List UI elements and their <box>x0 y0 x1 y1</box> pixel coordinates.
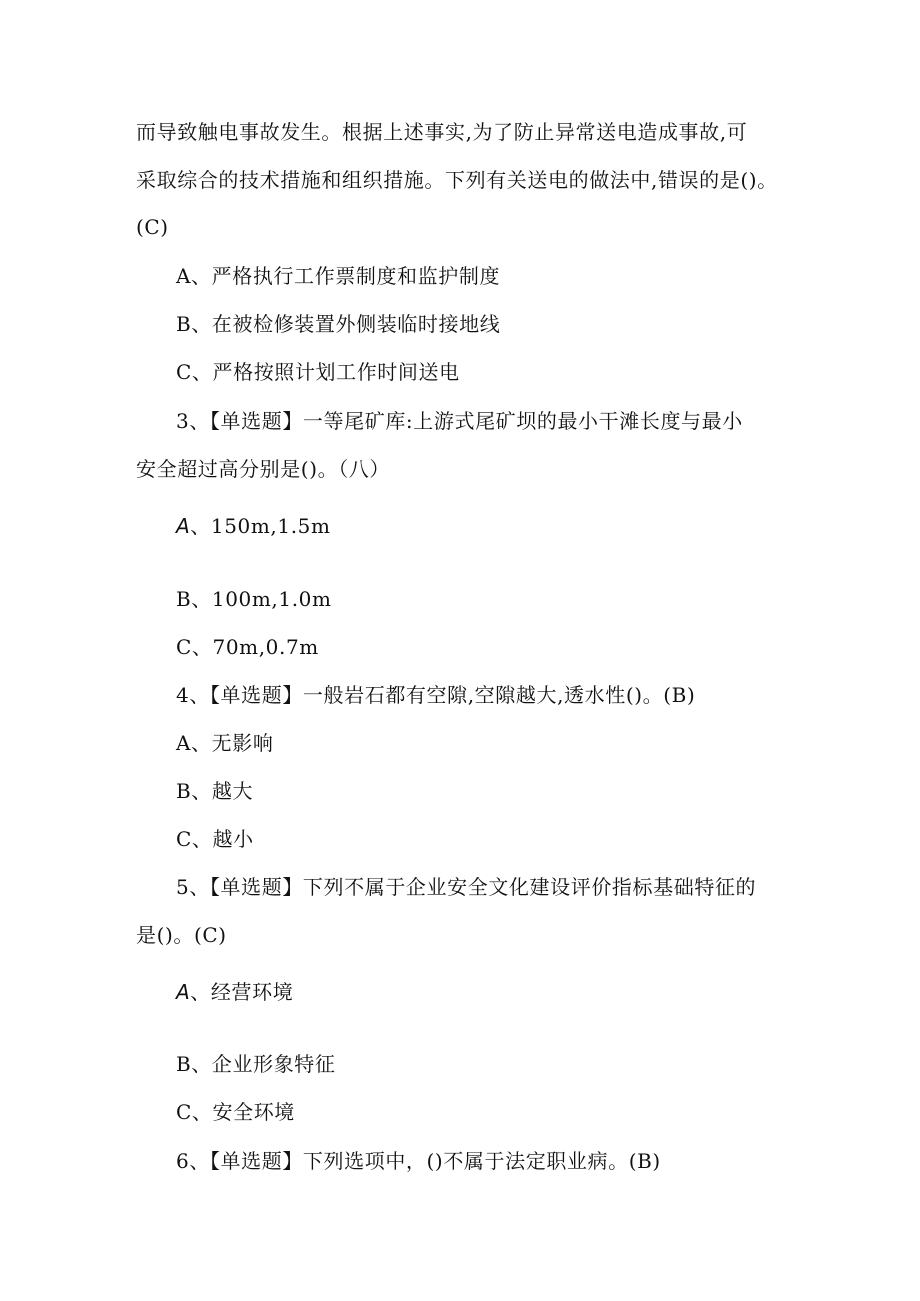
option-letter: A <box>176 514 191 538</box>
question-3-option-a <box>176 512 331 540</box>
option-a: A、严格执行工作票制度和监护制度 <box>176 264 501 288</box>
question-3-title: 3、【单选题】一等尾矿库:上游式尾矿坝的最小干滩长度与最小 <box>176 409 743 433</box>
question-5-title-cont: 是()。(C) <box>136 923 227 947</box>
question-4-option-a: A、无影响 <box>176 731 274 755</box>
question-5-option-c: C、安全环境 <box>176 1100 295 1124</box>
question-5-option-a <box>176 978 293 1006</box>
question-5-option-b: B、企业形象特征 <box>176 1052 336 1076</box>
question-3-option-b: B、100m,1.0m <box>176 587 332 611</box>
question-4-title: 4、【单选题】一般岩石都有空隙,空隙越大,透水性()。(B) <box>176 683 696 707</box>
option-b: B、在被检修装置外侧装临时接地线 <box>176 312 501 336</box>
option-c: C、严格按照计划工作时间送电 <box>176 360 460 384</box>
question-4-option-c: C、越小 <box>176 827 254 851</box>
question-4-option-b: B、越大 <box>176 779 254 803</box>
question-text-line: 采取综合的技术措施和组织措施。下列有关送电的做法中,错误的是()。 <box>136 168 778 192</box>
option-text: 、150m,1.5m <box>190 514 331 538</box>
question-text-line: 而导致触电事故发生。根据上述事实,为了防止异常送电造成事故,可 <box>136 120 748 144</box>
question-6-title: 6、【单选题】下列选项中，()不属于法定职业病。(B) <box>176 1149 661 1173</box>
option-text: 、经营环境 <box>190 980 294 1004</box>
option-letter: A <box>176 980 191 1004</box>
question-answer: (C) <box>136 215 169 239</box>
question-3-title-cont: 安全超过高分别是()。（八） <box>136 457 391 481</box>
question-3-option-c: C、70m,0.7m <box>176 635 319 659</box>
question-5-title: 5、【单选题】下列不属于企业安全文化建设评价指标基础特征的 <box>176 875 757 899</box>
